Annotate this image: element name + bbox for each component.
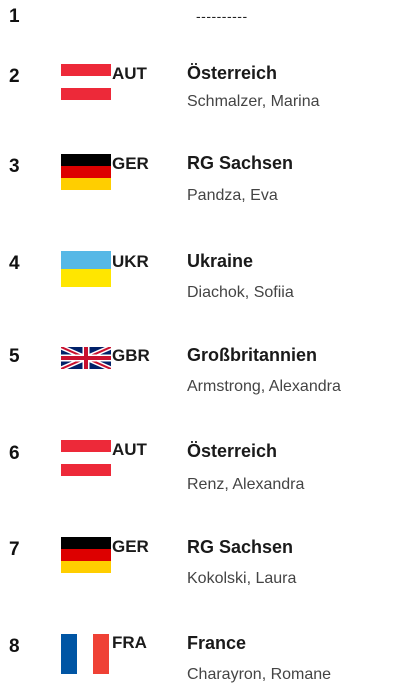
country-code: GER: [112, 154, 149, 173]
athlete-name: Kokolski, Laura: [187, 570, 297, 587]
team-name: Ukraine: [187, 251, 254, 271]
athlete-name: Pandza, Eva: [187, 187, 278, 204]
athlete-name: Diachok, Sofiia: [187, 284, 294, 301]
rank-number: 6: [9, 443, 20, 464]
result-row-1: [0, 0, 405, 60]
country-code: FRA: [112, 633, 147, 652]
team-name: RG Sachsen: [187, 537, 294, 557]
team-name: Großbritannien: [187, 345, 317, 365]
germany-flag-icon: [61, 537, 111, 573]
empty-entry-placeholder: ----------: [196, 8, 248, 24]
result-row-4: [0, 247, 405, 307]
team-name: RG Sachsen: [187, 153, 294, 173]
rank-number: 4: [9, 253, 20, 274]
team-name: Österreich: [187, 63, 278, 83]
country-code: AUT: [112, 64, 147, 83]
rank-number: 7: [9, 539, 20, 560]
result-row-3: [0, 153, 405, 213]
country-code: AUT: [112, 440, 147, 459]
athlete-name: Charayron, Romane: [187, 666, 332, 683]
athlete-name: Schmalzer, Marina: [187, 93, 320, 110]
austria-flag-icon: [61, 440, 111, 476]
team-name: Österreich: [187, 441, 278, 461]
result-row-6: [0, 437, 405, 497]
rank-number: 5: [9, 346, 20, 367]
result-row-2: [0, 58, 405, 118]
result-row-8: [0, 630, 405, 690]
uk-flag-icon: [61, 347, 111, 369]
athlete-name: Armstrong, Alexandra: [187, 378, 341, 395]
rank-number: 3: [9, 156, 20, 177]
rank-number: 8: [9, 636, 20, 657]
result-row-5: [0, 344, 405, 404]
result-row-7: [0, 534, 405, 594]
austria-flag-icon: [61, 64, 111, 100]
rank-number: 1: [9, 6, 20, 27]
athlete-name: Renz, Alexandra: [187, 476, 305, 493]
country-code: GBR: [112, 346, 150, 365]
germany-flag-icon: [61, 154, 111, 190]
ukraine-flag-icon: [61, 251, 111, 287]
country-code: UKR: [112, 252, 149, 271]
country-code: GER: [112, 537, 149, 556]
rank-number: 2: [9, 66, 20, 87]
team-name: France: [187, 633, 247, 653]
france-flag-icon: [61, 634, 109, 674]
